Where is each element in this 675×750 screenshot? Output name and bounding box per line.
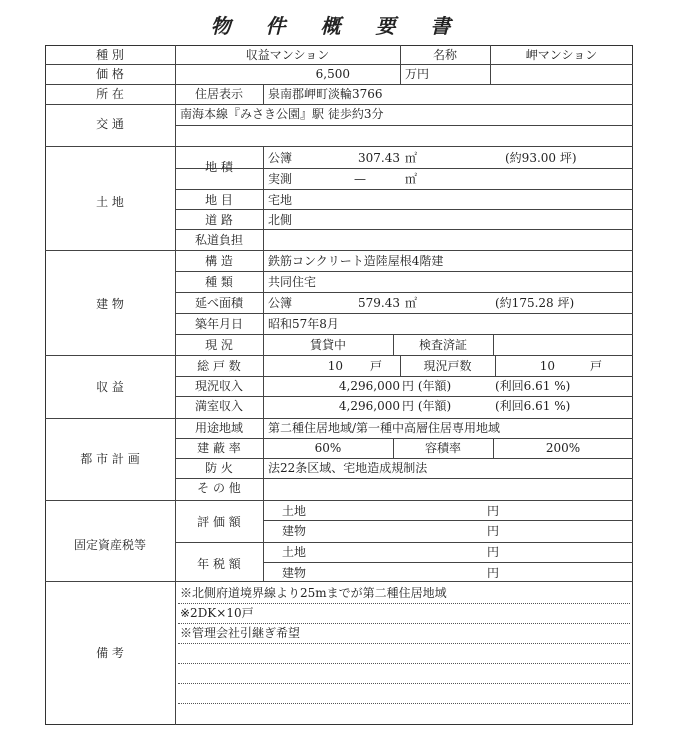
land-category-value: 宅地 <box>268 193 293 207</box>
traffic-label: 交 通 <box>96 117 124 131</box>
income-units-value: 10 <box>327 359 343 373</box>
table-rule <box>45 146 633 147</box>
price-value: 6,500 <box>315 67 350 81</box>
planning-coverage-label: 建 蔽 率 <box>197 441 241 455</box>
planning-fire-label: 防 火 <box>205 461 233 475</box>
planning-far-label: 容積率 <box>424 441 461 455</box>
table-rule <box>175 209 633 210</box>
table-rule <box>175 313 633 314</box>
tax-annual-building-label: 建物 <box>282 566 307 580</box>
tax-assessed-land-label: 土地 <box>282 504 307 518</box>
table-rule <box>178 683 630 684</box>
tax-assessed-land-yen: 円 <box>487 504 500 518</box>
table-rule <box>45 500 633 501</box>
building-structure-label: 構 造 <box>205 254 233 268</box>
type-value: 収益マンション <box>245 48 330 62</box>
table-rule <box>175 125 633 126</box>
table-rule <box>175 396 633 397</box>
price-unit: 万円 <box>405 67 430 81</box>
income-full-yield: (利回6.61 %) <box>495 399 571 413</box>
table-rule <box>263 418 264 500</box>
planning-zone-label: 用途地域 <box>194 421 243 435</box>
planning-label: 都 市 計 画 <box>80 452 140 466</box>
table-rule <box>175 271 633 272</box>
income-current-yield: (利回6.61 %) <box>495 379 571 393</box>
planning-other-label: そ の 他 <box>197 481 241 495</box>
location-label: 所 在 <box>96 87 124 101</box>
land-area-label: 地 積 <box>205 160 233 174</box>
table-rule <box>175 478 633 479</box>
table-rule <box>175 229 633 230</box>
traffic-value: 南海本線『みさき公園』駅 徒歩約3分 <box>180 107 384 121</box>
table-rule <box>178 703 630 704</box>
income-current-units-value: 10 <box>539 359 555 373</box>
income-current-value: 4,296,000 <box>338 379 400 393</box>
building-built-value: 昭和57年8月 <box>268 317 339 331</box>
table-rule <box>175 438 633 439</box>
table-rule <box>45 355 633 356</box>
building-kind-value: 共同住宅 <box>268 275 317 289</box>
income-current-units-label: 現況戸数 <box>423 359 472 373</box>
table-rule <box>45 104 633 105</box>
building-built-label: 築年月日 <box>194 317 243 331</box>
table-rule <box>175 292 633 293</box>
land-category-label: 地 目 <box>205 193 233 207</box>
planning-far-value: 200% <box>545 441 581 455</box>
building-floor-registry: 公簿 <box>268 296 293 310</box>
table-rule <box>178 623 630 624</box>
table-rule <box>175 334 633 335</box>
land-road-value: 北側 <box>268 213 293 227</box>
income-units-unit: 戸 <box>370 359 383 373</box>
building-status-value: 賃貸中 <box>309 338 346 352</box>
planning-coverage-value: 60% <box>314 441 342 455</box>
tax-annual-building-yen: 円 <box>487 566 500 580</box>
income-full-unit: 円 (年額) <box>402 399 452 413</box>
land-registry-label: 公簿 <box>268 151 293 165</box>
address-label: 住居表示 <box>194 87 243 101</box>
land-actual-unit: ㎡ <box>405 172 418 186</box>
table-rule <box>45 250 633 251</box>
table-rule <box>263 146 264 250</box>
building-structure-value: 鉄筋コンクリート造陸屋根4階建 <box>268 254 444 268</box>
tax-annual-label: 年 税 額 <box>197 557 241 571</box>
table-rule <box>263 500 264 581</box>
tax-annual-land-yen: 円 <box>487 545 500 559</box>
income-full-label: 満室収入 <box>194 399 243 413</box>
land-registry-value: 307.43 <box>358 151 400 165</box>
table-rule <box>45 581 633 582</box>
income-current-label: 現況収入 <box>194 379 243 393</box>
building-label: 建 物 <box>96 297 124 311</box>
table-rule <box>178 663 630 664</box>
land-registry-tsubo: (約93.00 坪) <box>505 151 577 165</box>
income-current-units-unit: 戸 <box>590 359 603 373</box>
table-rule <box>175 542 633 543</box>
type-label: 種 別 <box>96 48 124 62</box>
table-rule <box>263 520 633 521</box>
remarks-line-2: ※2DK×10戸 <box>180 606 254 620</box>
name-label: 名称 <box>432 48 457 62</box>
remarks-label: 備 考 <box>96 646 124 660</box>
tax-assessed-building-label: 建物 <box>282 524 307 538</box>
building-status-label: 現 況 <box>205 338 233 352</box>
building-floor-tsubo: (約175.28 坪) <box>495 296 575 310</box>
land-actual-value: — <box>354 172 366 186</box>
land-actual-label: 実測 <box>268 172 293 186</box>
income-current-unit: 円 (年額) <box>402 379 452 393</box>
table-rule <box>263 84 264 104</box>
address-value: 泉南郡岬町淡輪3766 <box>268 87 383 101</box>
table-rule <box>493 334 494 355</box>
table-rule <box>263 562 633 563</box>
land-registry-unit: ㎡ <box>405 151 418 165</box>
name-value: 岬マンション <box>525 48 598 62</box>
planning-zone-value: 第二種住居地域/第一種中高層住居専用地域 <box>268 421 501 435</box>
table-rule <box>178 643 630 644</box>
tax-assessed-label: 評 価 額 <box>197 515 241 529</box>
income-label: 収 益 <box>96 380 124 394</box>
tax-label: 固定資産税等 <box>73 538 146 552</box>
table-rule <box>45 84 633 85</box>
building-floor-value: 579.43 <box>358 296 400 310</box>
building-kind-label: 種 類 <box>205 275 233 289</box>
land-private-road-label: 私道負担 <box>194 233 243 247</box>
remarks-line-3: ※管理会社引継ぎ希望 <box>180 626 301 640</box>
land-label: 土 地 <box>96 195 124 209</box>
income-units-label: 総 戸 数 <box>197 359 241 373</box>
price-label: 価 格 <box>96 67 124 81</box>
building-floor-unit: ㎡ <box>405 296 418 310</box>
planning-fire-value: 法22条区域、宅地造成規制法 <box>268 461 428 475</box>
building-floor-label: 延べ面積 <box>194 296 243 310</box>
tax-assessed-building-yen: 円 <box>487 524 500 538</box>
table-rule <box>175 376 633 377</box>
document-title: 物 件 概 要 書 <box>210 14 465 38</box>
table-rule <box>45 64 633 65</box>
building-inspection-value: 検査済証 <box>418 338 467 352</box>
table-rule <box>45 418 633 419</box>
table-rule <box>178 603 630 604</box>
tax-annual-land-label: 土地 <box>282 545 307 559</box>
remarks-line-1: ※北側府道境界線より25mまでが第二種住居地域 <box>180 586 447 600</box>
table-rule <box>175 458 633 459</box>
land-road-label: 道 路 <box>205 213 233 227</box>
table-rule <box>175 189 633 190</box>
income-full-value: 4,296,000 <box>338 399 400 413</box>
